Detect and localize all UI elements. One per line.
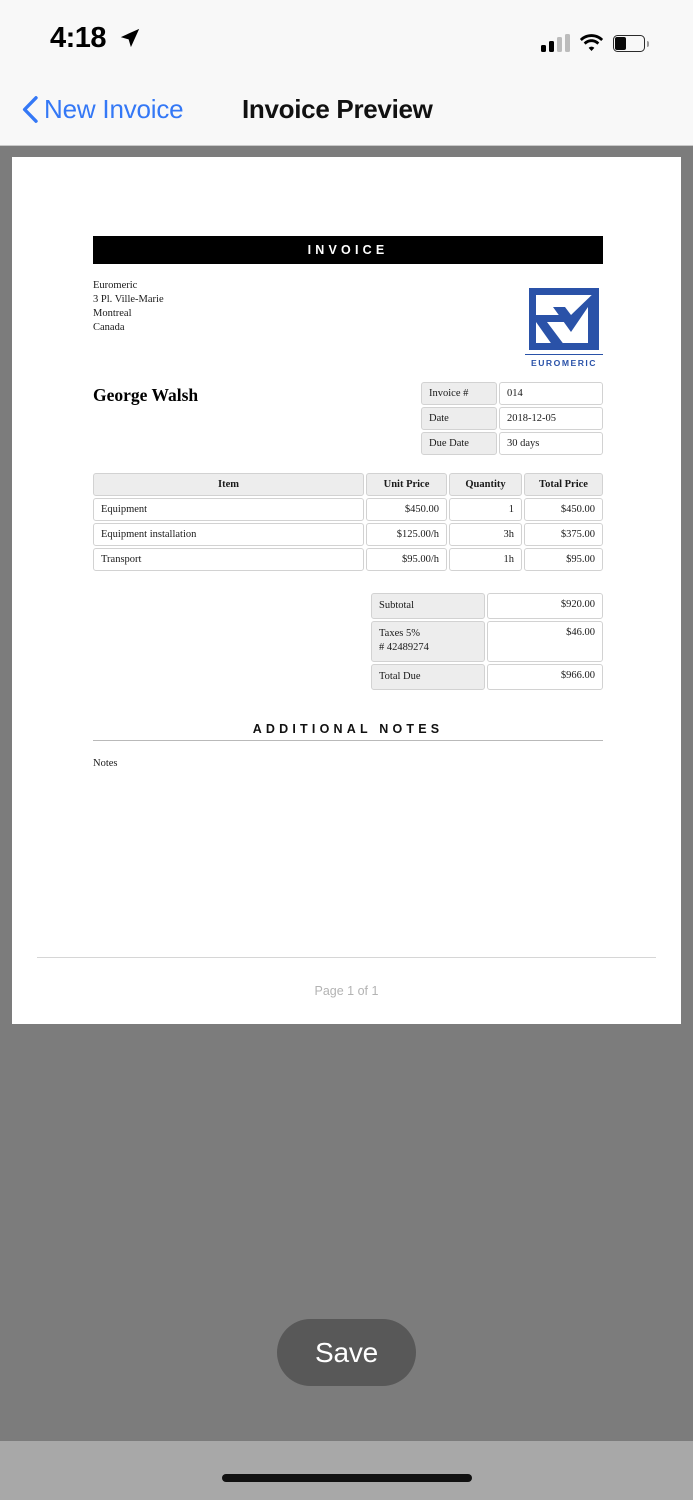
additional-notes-heading: ADDITIONAL NOTES [93, 722, 603, 741]
home-indicator-area [0, 1441, 693, 1500]
cell-unit-price: $95.00/h [366, 548, 447, 571]
cell-total-price: $450.00 [524, 498, 603, 521]
invoice-banner: INVOICE [93, 236, 603, 264]
navigation-bar [0, 72, 693, 146]
back-button[interactable] [22, 72, 183, 146]
column-header-quantity: Quantity [449, 473, 522, 496]
status-bar-indicators [541, 26, 645, 52]
totals-table [93, 593, 603, 692]
em-monogram-logo-icon [525, 284, 603, 350]
meta-label: Due Date [421, 432, 497, 455]
meta-row [421, 407, 603, 430]
meta-label: Invoice # [421, 382, 497, 405]
cell-item: Transport [93, 548, 364, 571]
meta-value: 2018-12-05 [499, 407, 603, 430]
address-line: Euromeric [93, 280, 138, 291]
status-bar-time: 4:18 [50, 22, 107, 54]
invoice-meta-table [421, 382, 603, 457]
battery-icon [613, 35, 645, 52]
table-row [93, 548, 603, 571]
cell-quantity: 1h [449, 548, 522, 571]
company-header [93, 279, 603, 389]
address-line: Canada [93, 321, 125, 333]
totals-value: $920.00 [487, 593, 603, 619]
meta-row [421, 382, 603, 405]
table-header-row [93, 473, 603, 496]
page-indicator: Page 1 of 1 [314, 984, 379, 998]
home-indicator[interactable] [222, 1474, 472, 1482]
company-logo [525, 284, 603, 368]
invoice-document [93, 236, 603, 769]
table-row [93, 523, 603, 546]
back-button-label: New Invoice [44, 93, 184, 124]
cell-item: Equipment [93, 498, 364, 521]
column-header-unit-price: Unit Price [366, 473, 447, 496]
column-header-total-price: Total Price [524, 473, 603, 496]
line-items-table [93, 473, 603, 571]
cellular-signal-icon [541, 34, 570, 52]
cell-item: Equipment installation [93, 523, 364, 546]
table-row [93, 498, 603, 521]
company-wordmark: EUROMERIC [525, 354, 603, 368]
footer-divider [37, 957, 656, 958]
totals-label [371, 621, 485, 661]
save-button[interactable]: Save [277, 1319, 416, 1386]
tax-number-label: # 42489274 [379, 642, 429, 654]
totals-row [371, 593, 603, 619]
cell-unit-price: $450.00 [366, 498, 447, 521]
totals-value: $966.00 [487, 664, 603, 690]
address-line: 3 Pl. Ville-Marie [93, 293, 164, 305]
location-arrow-icon [119, 27, 141, 49]
meta-row [421, 432, 603, 455]
wifi-icon [579, 33, 604, 52]
meta-value: 014 [499, 382, 603, 405]
cell-unit-price: $125.00/h [366, 523, 447, 546]
tax-rate-label: Taxes 5% [379, 628, 420, 640]
client-and-meta [93, 385, 603, 471]
page-title: Invoice Preview [242, 93, 433, 124]
cell-total-price: $95.00 [524, 548, 603, 571]
meta-label: Date [421, 407, 497, 430]
cell-quantity: 3h [449, 523, 522, 546]
column-header-item: Item [93, 473, 364, 496]
totals-row [371, 664, 603, 690]
totals-label: Total Due [371, 664, 485, 690]
additional-notes-body: Notes [93, 757, 118, 769]
cell-total-price: $375.00 [524, 523, 603, 546]
chevron-left-icon [22, 96, 38, 123]
totals-row [371, 621, 603, 661]
client-name: George Walsh [93, 385, 199, 405]
totals-label: Subtotal [371, 593, 485, 619]
status-bar [0, 0, 693, 72]
address-line: Montreal [93, 307, 132, 319]
invoice-preview-page[interactable] [12, 157, 681, 1024]
totals-value: $46.00 [487, 621, 603, 661]
meta-value: 30 days [499, 432, 603, 455]
cell-quantity: 1 [449, 498, 522, 521]
